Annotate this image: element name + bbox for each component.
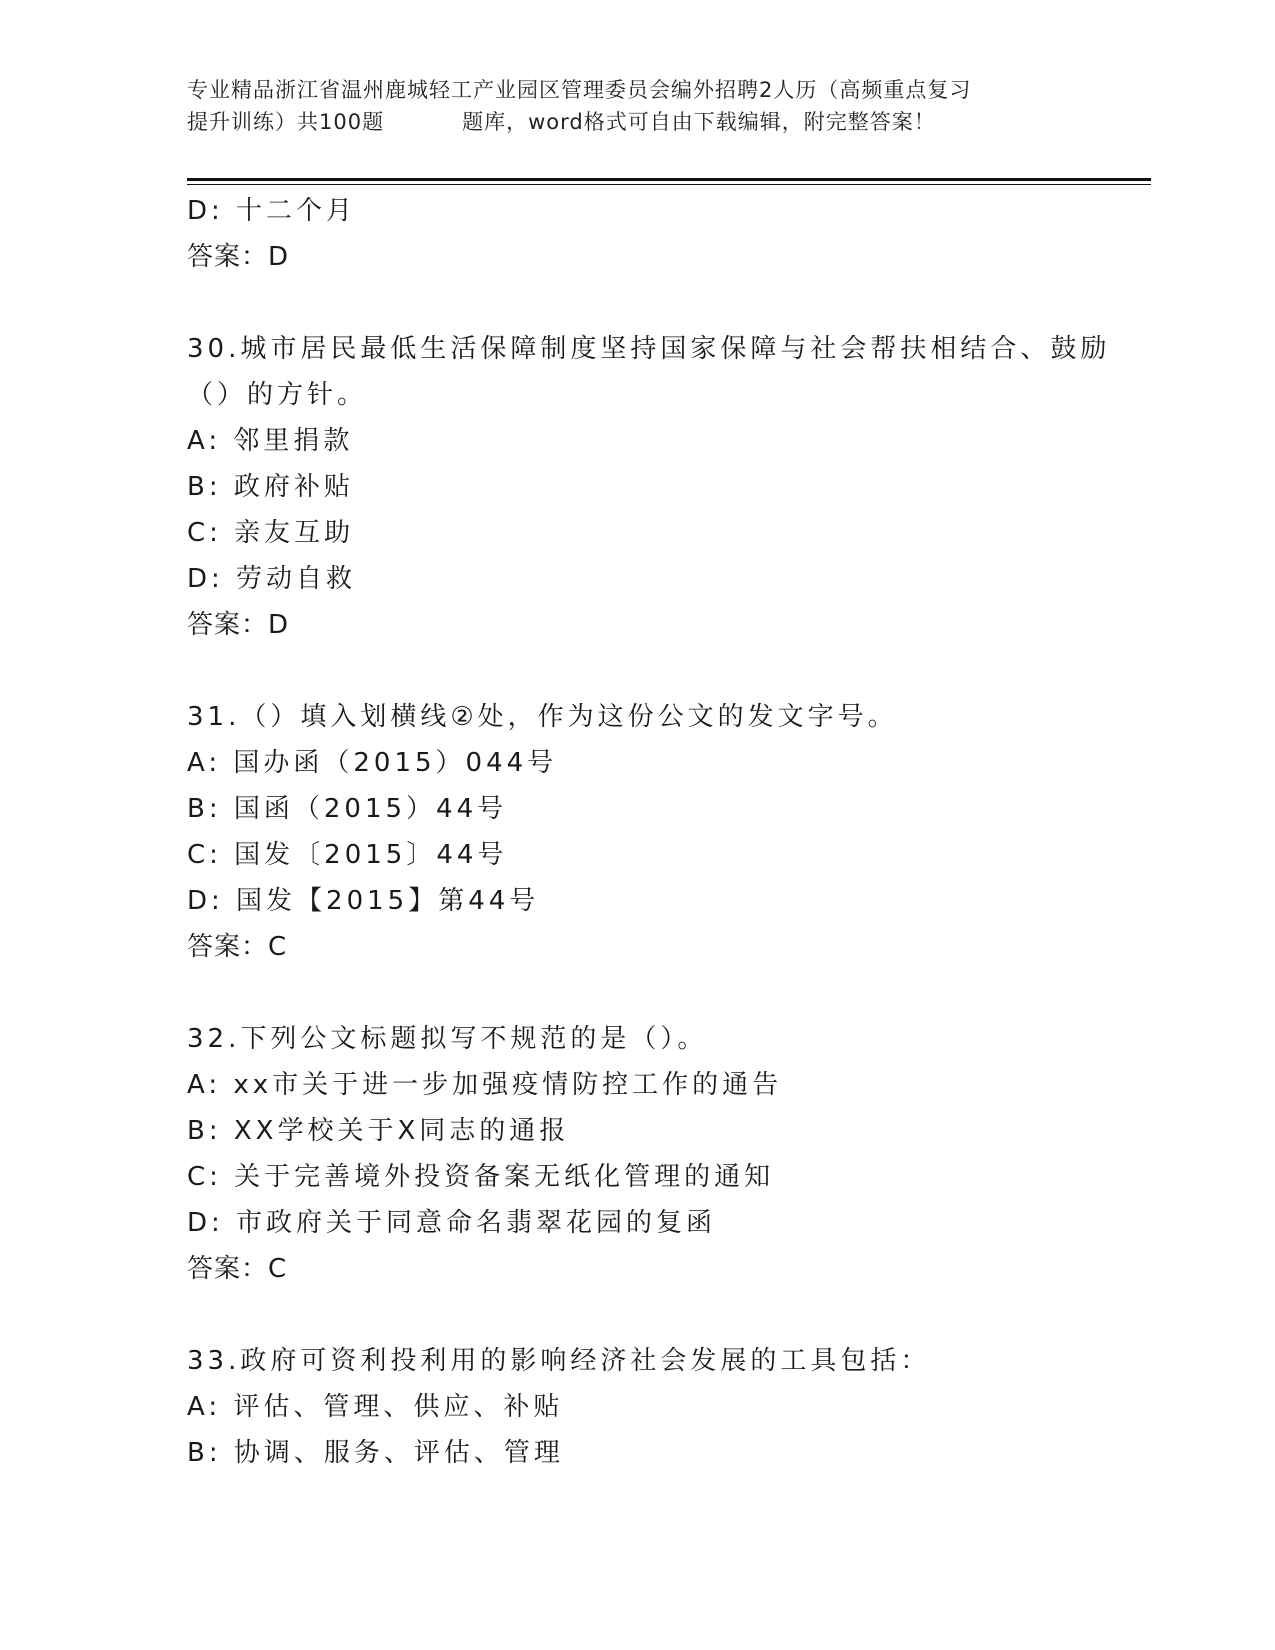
question-30: [187, 326, 1111, 648]
option-b: B: 政府补贴: [187, 472, 354, 502]
question-list: [187, 188, 1111, 1476]
answer-line: 答案：C: [187, 932, 288, 962]
document-header: [187, 74, 1087, 138]
option-c: C: 国发〔2015〕44号: [187, 840, 508, 870]
option-a: A: 评估、管理、供应、补贴: [187, 1392, 564, 1422]
header-line-2-part-1: 提升训练）共100题: [187, 110, 385, 134]
question-stem: 33.政府可资利投利用的影响经济社会发展的工具包括：: [187, 1346, 931, 1376]
answer-line: 答案：C: [187, 1254, 288, 1284]
option-a: A: 邻里捐款: [187, 426, 354, 456]
option-d: D: 劳动自救: [187, 564, 357, 594]
option-b: B: 协调、服务、评估、管理: [187, 1438, 564, 1468]
question-29-tail: [187, 188, 1087, 280]
question-33: [187, 1338, 1087, 1476]
option-d: D: 十二个月: [187, 196, 357, 226]
option-c: C: 亲友互助: [187, 518, 355, 548]
option-b: B: XX学校关于X同志的通报: [187, 1116, 570, 1146]
header-line-1: 专业精品浙江省温州鹿城轻工产业园区管理委员会编外招聘2人历（高频重点复习: [187, 78, 972, 102]
question-32: [187, 1016, 1087, 1292]
option-a: A: 国办函（2015）044号: [187, 748, 558, 778]
question-stem: 30.城市居民最低生活保障制度坚持国家保障与社会帮扶相结合、鼓励: [187, 334, 1111, 364]
header-divider-thin: [187, 184, 1151, 185]
header-line-2-part-2: 题库，word格式可自由下载编辑，附完整答案！: [462, 110, 936, 134]
option-d: D: 市政府关于同意命名翡翠花园的复函: [187, 1208, 717, 1238]
question-stem: 32.下列公文标题拟写不规范的是（）。: [187, 1024, 708, 1054]
answer-line: 答案：D: [187, 242, 290, 272]
header-line-2: [187, 106, 1087, 138]
option-c: C: 关于完善境外投资备案无纸化管理的通知: [187, 1162, 775, 1192]
answer-line: 答案：D: [187, 610, 290, 640]
question-31: [187, 694, 1087, 970]
question-stem-continued: （）的方针。: [187, 380, 368, 410]
option-d: D: 国发【2015】第44号: [187, 886, 540, 916]
question-stem: 31.（）填入划横线②处，作为这份公文的发文字号。: [187, 702, 898, 732]
header-divider-thick: [187, 178, 1151, 181]
option-b: B: 国函（2015）44号: [187, 794, 508, 824]
option-a: A: xx市关于进一步加强疫情防控工作的通告: [187, 1070, 783, 1100]
